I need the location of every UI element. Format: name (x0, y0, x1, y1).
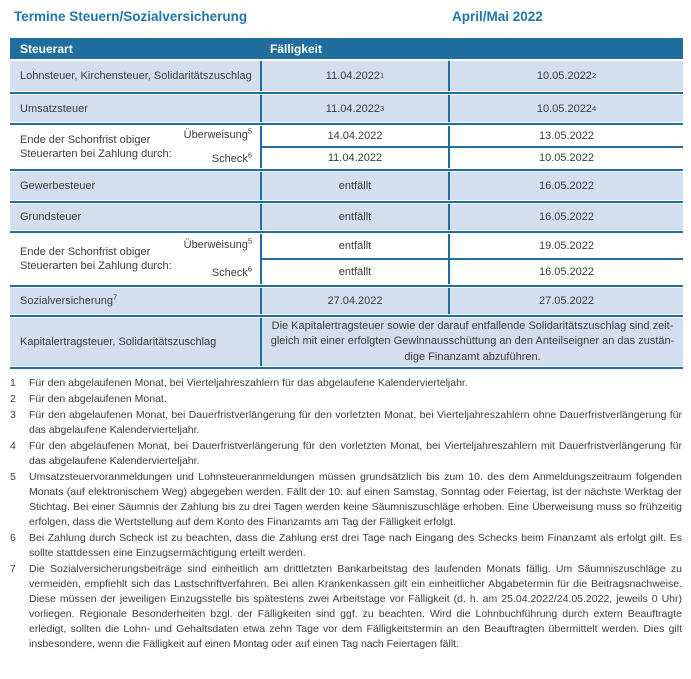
sub-label-scheck: Scheck$^6$ (211, 150, 252, 165)
document-header (0, 0, 691, 38)
date-april: 27.04.2022 (260, 288, 448, 314)
row-label: Lohnsteuer, Kirchensteuer, Solidaritätszuschlag (20, 70, 252, 82)
page-title: Termine Steuern/Sozialversicherung (14, 9, 248, 24)
footnote-number: 2 (10, 393, 16, 405)
row-label: Ende der Schonfrist obiger Steuerarten bei Zahlung durch: (20, 246, 172, 272)
footnote-text: Für den abgelaufenen Monat, bei Dauerfristverlängerung für den vorletzten Monat, bei Vierteljahreszahlern mit Dauerfristverlängerung für das abgelaufene Kalendervierteljahr. (29, 440, 682, 467)
footnote-number: 5 (10, 471, 16, 483)
footnote-number: 1 (10, 377, 16, 389)
row-divider (10, 285, 683, 287)
date-mai: 27.05.2022 (448, 288, 683, 314)
table-row-lohnsteuer (10, 61, 683, 91)
period-label: April/Mai 2022 (452, 9, 543, 24)
row-divider (10, 231, 683, 233)
row-divider (10, 123, 683, 125)
row-label: Grundsteuer (20, 211, 82, 223)
footnotes (10, 376, 682, 652)
footnote-number: 3 (10, 409, 16, 421)
footnote-2 (10, 392, 682, 407)
table-row-grundsteuer (10, 204, 683, 230)
column-header-steuerart: Steuerart (20, 41, 73, 56)
footnote-number: 4 (10, 440, 16, 452)
table-header-row (10, 38, 683, 59)
table-row-sozialversicherung (10, 288, 683, 314)
footnote-number: 6 (10, 532, 16, 544)
footnote-3 (10, 408, 682, 438)
footnote-6 (10, 531, 682, 561)
split-dates (260, 234, 683, 284)
deadlines-table (10, 38, 683, 369)
row-label: Umsatzsteuer (20, 102, 88, 115)
date-mai: 16.05.2022 (448, 260, 683, 284)
kapitalertragsteuer-note (260, 318, 683, 366)
row-label-cell (10, 126, 260, 168)
table-bottom-rule (10, 367, 683, 369)
date-mai: 10.05.2022 (448, 148, 683, 168)
date-april: 14.04.2022 (260, 126, 448, 146)
date-april: entfällt (260, 260, 448, 284)
row-divider (10, 92, 683, 94)
note-line: Die Kapitalertragsteuer sowie der darauf entfallende Solidaritätszuschlag sind zeit- (271, 319, 674, 332)
column-header-faelligkeit: Fälligkeit (270, 41, 323, 56)
row-label: Kapitalertragsteuer, Solidaritätszuschlag (20, 336, 217, 348)
footnote-5 (10, 470, 682, 530)
row-label: Ende der Schonfrist obiger Steuerarten bei Zahlung durch: (20, 134, 172, 160)
footnote-text: Für den abgelaufenen Monat, bei Vierteljahreszahlern für das abgelaufene Kalendervierteljahr. (29, 377, 468, 389)
date-april: entfällt (260, 172, 448, 200)
date-april: 11.04.2022 3 (260, 95, 448, 122)
footnote-text: Für den abgelaufenen Monat, bei Dauerfristverlängerung für den vorletzten Monat, bei Vierteljahreszahlern ohne Dauerfristverlängerung für das abgelaufene Kalendervierteljahr. (29, 409, 682, 436)
row-label: Gewerbesteuer (20, 180, 96, 192)
date-mai: 16.05.2022 (448, 204, 683, 230)
table-row-gewerbesteuer (10, 172, 683, 200)
row-divider (10, 201, 683, 203)
footnote-text: Die Sozialversicherungsbeiträge sind einheitlich am drittletzten Bankarbeitstag des laufenden Monats fällig. Um Säumniszuschläge zu vermeiden, empfiehlt sich das Lastschriftverfahren. Bei allen Krankenkassen gilt ein einheitlicher Abgabetermin für die Beitragsnachweise. Diese müssen der jeweiligen Einzugsstelle bis spätestens zwei Arbeitstage vor Fälligkeit (d. h. am 25.04.2022/24.05.2022, jeweils 0 Uhr) vorliegen. Regionale Besonderheiten bzgl. der Fälligkeiten sind ggf. zu beachten. Wird die Lohnbuchführung durch extern Beauftragte erledigt, sollten die Lohn- und Gehaltsdaten etwa zehn Tage vor dem Fälligkeitstermin an den Beauftragten übermittelt werden. Dies gilt insbesondere, wenn die Fälligkeit auf einen Montag oder auf einen Tag nach Feiertagen fällt. (29, 563, 682, 650)
footnote-7 (10, 562, 682, 652)
date-mai: 16.05.2022 (448, 172, 683, 200)
date-april: entfällt (260, 204, 448, 230)
note-line: dige Finanzamt abzuführen. (404, 350, 541, 363)
footnote-text: Für den abgelaufenen Monat. (29, 393, 167, 405)
table-row-umsatzsteuer (10, 95, 683, 122)
date-april: 11.04.2022 (260, 148, 448, 168)
date-april: entfällt (260, 234, 448, 258)
footnote-text: Umsatzsteuervoranmeldungen und Lohnsteueranmeldungen müssen grundsätzlich bis zum 10. des dem Anmeldungszeitraum folgenden Monats (auf elektronischem Weg) abgegeben werden. Fällt der 10. auf einen Samstag, Sonntag oder Feiertag, ist der nächste Werktag der Stichtag. Bei einer Säumnis der Zahlung bis zu drei Tagen werden keine Säumniszuschläge erhoben. Eine Überweisung muss so frühzeitig erfolgen, dass die Wertstellung auf dem Konto des Finanzamts am Tag der Fälligkeit erfolgt. (29, 471, 682, 528)
date-mai: 10.05.2022 4 (448, 95, 683, 122)
sub-label-ueberweisung: Überweisung$^5$ (183, 126, 252, 141)
footnote-1 (10, 376, 682, 391)
row-divider (10, 315, 683, 317)
date-mai: 13.05.2022 (448, 126, 683, 146)
date-april: 11.04.2022 1 (260, 61, 448, 91)
footnote-number: 7 (10, 563, 16, 575)
split-dates (260, 126, 683, 168)
row-label-cell (10, 234, 260, 284)
row-divider (10, 169, 683, 171)
table-row-schonfrist-2 (10, 234, 683, 284)
sub-label-scheck: Scheck$^6$ (211, 264, 252, 279)
date-mai: 10.05.2022 2 (448, 61, 683, 91)
table-row-schonfrist-1 (10, 126, 683, 168)
table-row-kapitalertragsteuer (10, 318, 683, 366)
date-mai: 19.05.2022 (448, 234, 683, 258)
note-line: gleich mit einer erfolgten Gewinnausschüttung an den Anteilseigner an das zustän- (270, 335, 675, 348)
footnote-text: Bei Zahlung durch Scheck ist zu beachten, dass die Zahlung erst drei Tage nach Eingang des Schecks beim Finanzamt als erfolgt gilt. Es sollte stattdessen eine Einzugsermächtigung erteilt werden. (29, 532, 682, 559)
footnote-4 (10, 439, 682, 469)
sub-label-ueberweisung: Überweisung$^5$ (183, 236, 252, 251)
row-label: Sozialversicherung$^7$ (20, 292, 118, 307)
